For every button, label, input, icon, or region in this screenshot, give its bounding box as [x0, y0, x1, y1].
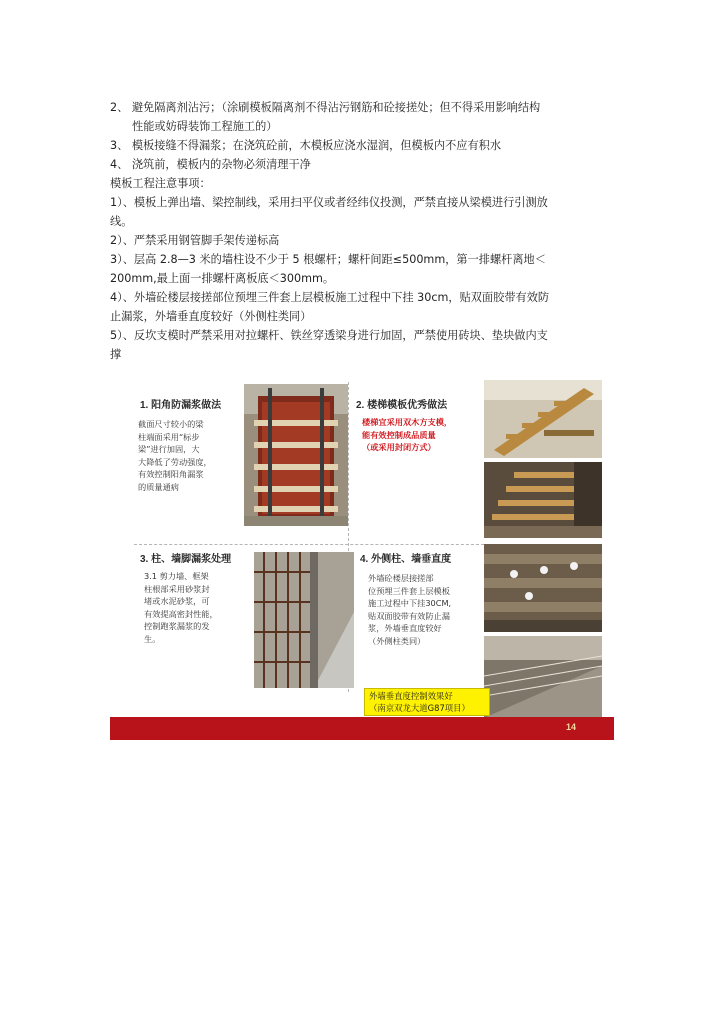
paragraph-line: 2、 避免隔离剂沾污；（涂刷模板隔离剂不得沾污钢筋和砼接搓处；但不得采用影响结构 [110, 101, 541, 114]
footer-bar [110, 717, 614, 740]
effect-caption: 外墙垂直度控制效果好 （南京双龙大道G87项目） [364, 688, 490, 716]
paragraph-line: 模板工程注意事项： [110, 177, 211, 190]
paragraph-line: 3、 模板接缝不得漏浆；在浇筑砼前，木模板应浇水湿润，但模板内不应有积水 [110, 139, 502, 152]
panel1-title: 1. 阳角防漏浆做法 [140, 400, 222, 411]
panel3-title: 3. 柱、墙脚漏浆处理 [140, 554, 232, 565]
paragraph-line: 线。 [110, 215, 133, 228]
panel4-title: 4. 外侧柱、墙垂直度 [360, 554, 452, 565]
paragraph-line: 性能或妨碍装饰工程施工的） [132, 120, 278, 133]
panel1-body: 截面尺寸较小的梁 柱端面采用“标步 梁”进行加固，大 大降低了劳动强度， 有效控制阳角漏浆 的质量通病 [138, 419, 212, 492]
construction-slide [110, 378, 614, 715]
paragraph-line: 200mm,最上面一排螺杆离板底＜300mm。 [110, 272, 335, 285]
panel2-title: 2. 楼梯模板优秀做法 [356, 400, 448, 411]
exterior-wall-photo-bottom [484, 636, 602, 718]
exterior-wall-photo-top [484, 544, 602, 632]
panel2-body: 楼梯宜采用双木方支模， 能有效控制成品质量 （或采用封闭方式） [362, 417, 453, 452]
paragraph-line: 4、 浇筑前，模板内的杂物必须清理干净 [110, 158, 311, 171]
paragraph-line: 1）、模板上弹出墙、梁控制线，采用扫平仪或者经纬仪投测，严禁直接从梁模进行引测放 [110, 196, 548, 209]
stair-formwork-photo-top [484, 380, 602, 458]
wall-base-photo [254, 552, 354, 688]
paragraph-line: 5）、反坎支模时严禁采用对拉螺杆、铁丝穿透梁身进行加固，严禁使用砖块、垫块做内支 [110, 329, 548, 342]
paragraph-line: 撑 [110, 348, 122, 361]
formwork-column-photo [244, 384, 348, 526]
paragraph-line: 3）、层高 2.8—3 米的墙柱设不少于 5 根螺杆；螺杆间距≤500mm，第一排螺杆离地＜ [110, 253, 546, 266]
stair-formwork-photo-bottom [484, 462, 602, 538]
body-text [110, 98, 620, 364]
page-number: 14 [565, 722, 576, 732]
paragraph-line: 4）、外墙砼楼层接搓部位预埋三件套上层模板施工过程中下挂 30cm，贴双面胶带有效防 [110, 291, 550, 304]
paragraph-line: 止漏浆，外墙垂直度较好（外侧柱类同） [110, 310, 312, 323]
paragraph-line: 2）、严禁采用钢管脚手架传递标高 [110, 234, 280, 247]
panel4-body: 外墙砼楼层接搓部 位预埋三件套上层模板 施工过程中下挂30CM, 贴双面胶带有效防止漏 浆，外墙垂直度较好 （外侧柱类同） [368, 573, 452, 646]
panel3-body: 3.1 剪力墙、框架 柱根部采用砂浆封 堵或水泥砂浆，可 有效提高密封性能， 控制跑浆漏浆的发 生。 [144, 571, 218, 644]
horizontal-divider [134, 544, 484, 545]
